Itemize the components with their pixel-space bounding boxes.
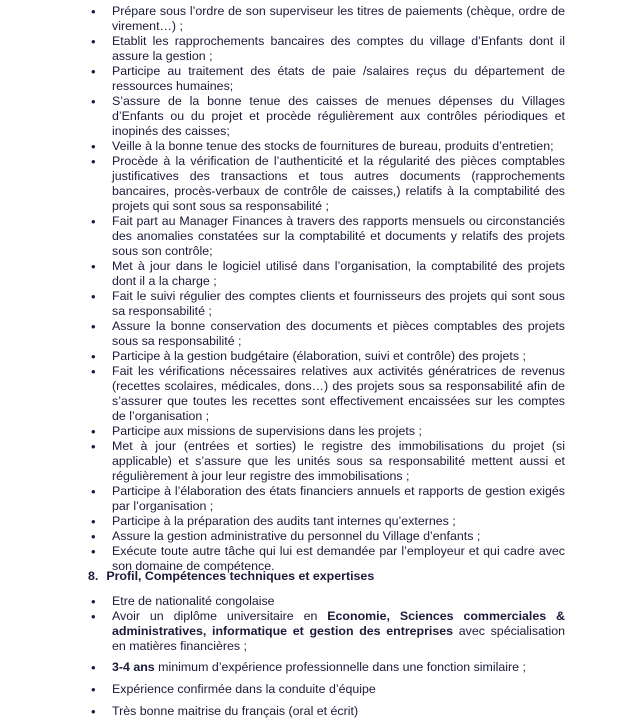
section-heading	[88, 569, 374, 583]
nationality-requirement: Etre de nationalité congolaise	[112, 594, 275, 608]
list-item	[0, 660, 620, 675]
list-item: • Participe à l’élaboration des états financiers annuels et rapports de gestion exigés par l’organisation ;	[0, 484, 620, 514]
list-item	[0, 682, 620, 697]
list-item: • Veille à la bonne tenue des stocks de fournitures de bureau, produits d’entretien;	[0, 139, 620, 154]
list-item	[0, 704, 620, 719]
list-item: • Fait les vérifications nécessaires relatives aux activités génératrices de revenus (recettes scolaires, médicales, dons…) des projets sous sa responsabilité afin de s’assurer que toutes les recettes sont effectivement encaissées sur les comptes de l’organisation ;	[0, 364, 620, 424]
list-item: • Participe à la préparation des audits tant internes qu’externes ;	[0, 514, 620, 529]
list-item: • S’assure de la bonne tenue des caisses de menues dépenses du Villages d’Enfants ou du projet et procède régulièrement aux contrôles périodiques et inopinés des caisses;	[0, 94, 620, 139]
list-item: • Participe au traitement des états de paie /salaires reçus du département de ressources humaines;	[0, 64, 620, 94]
duties-list	[0, 4, 620, 574]
list-item	[0, 594, 620, 609]
degree-suffix: avec spécialisation en matières financières ;	[112, 624, 565, 653]
list-item: • Etablit les rapprochements bancaires des comptes du village d’Enfants dont il assure la gestion ;	[0, 34, 620, 64]
list-item: • Participe à la gestion budgétaire (élaboration, suivi et contrôle) des projets ;	[0, 349, 620, 364]
section-number: 8.	[88, 569, 99, 583]
list-item: • Assure la gestion administrative du personnel du Village d’enfants ;	[0, 529, 620, 544]
list-item: • Fait part au Manager Finances à travers des rapports mensuels ou circonstanciés des anomalies constatées sur la comptabilité et documents y relatifs des projets sous son contrôle;	[0, 214, 620, 259]
list-item: • Met à jour dans le logiciel utilisé dans l’organisation, la comptabilité des projets dont il a la charge ;	[0, 259, 620, 289]
list-item: • Assure la bonne conservation des documents et pièces comptables des projets sous sa responsabilité ;	[0, 319, 620, 349]
list-item: • Prépare sous l’ordre de son superviseur les titres de paiements (chèque, ordre de virement…) ;	[0, 4, 620, 34]
list-item: • Procède à la vérification de l’authenticité et la régularité des pièces comptables justificatives des transactions et tous autres documents (rapprochements bancaires, procès-verbaux de contrôle de caisses,) relatifs à la comptabilité des projets qui sont sous sa responsabilité ;	[0, 154, 620, 214]
profile-list	[0, 594, 620, 719]
list-item: • Exécute toute autre tâche qui lui est demandée par l’employeur et qui cadre avec son domaine de compétence.	[0, 544, 620, 574]
section-title-text: Profil, Compétences techniques et expertises	[106, 569, 375, 583]
degree-prefix: Avoir un diplôme universitaire en	[112, 609, 328, 623]
experience-text: minimum d’expérience professionnelle dans une fonction similaire ;	[154, 660, 526, 674]
list-item: • Fait le suivi régulier des comptes clients et fournisseurs des projets qui sont sous sa responsabilité ;	[0, 289, 620, 319]
experience-years: 3-4 ans	[112, 660, 155, 674]
team-experience: Expérience confirmée dans la conduite d’équipe	[112, 682, 376, 696]
list-item: • Participe aux missions de supervisions dans les projets ;	[0, 424, 620, 439]
language-requirement: Très bonne maitrise du français (oral et écrit)	[112, 704, 359, 718]
list-item: • Met à jour (entrées et sorties) le registre des immobilisations du projet (si applicable) et s’assure que les unités sous sa responsabilité mettent aussi et régulièrement à jour leur registre des immobilisations ;	[0, 439, 620, 484]
degree-fields: Economie, Sciences commerciales & administratives, informatique et gestion des entreprises	[112, 609, 565, 638]
list-item	[0, 609, 620, 654]
